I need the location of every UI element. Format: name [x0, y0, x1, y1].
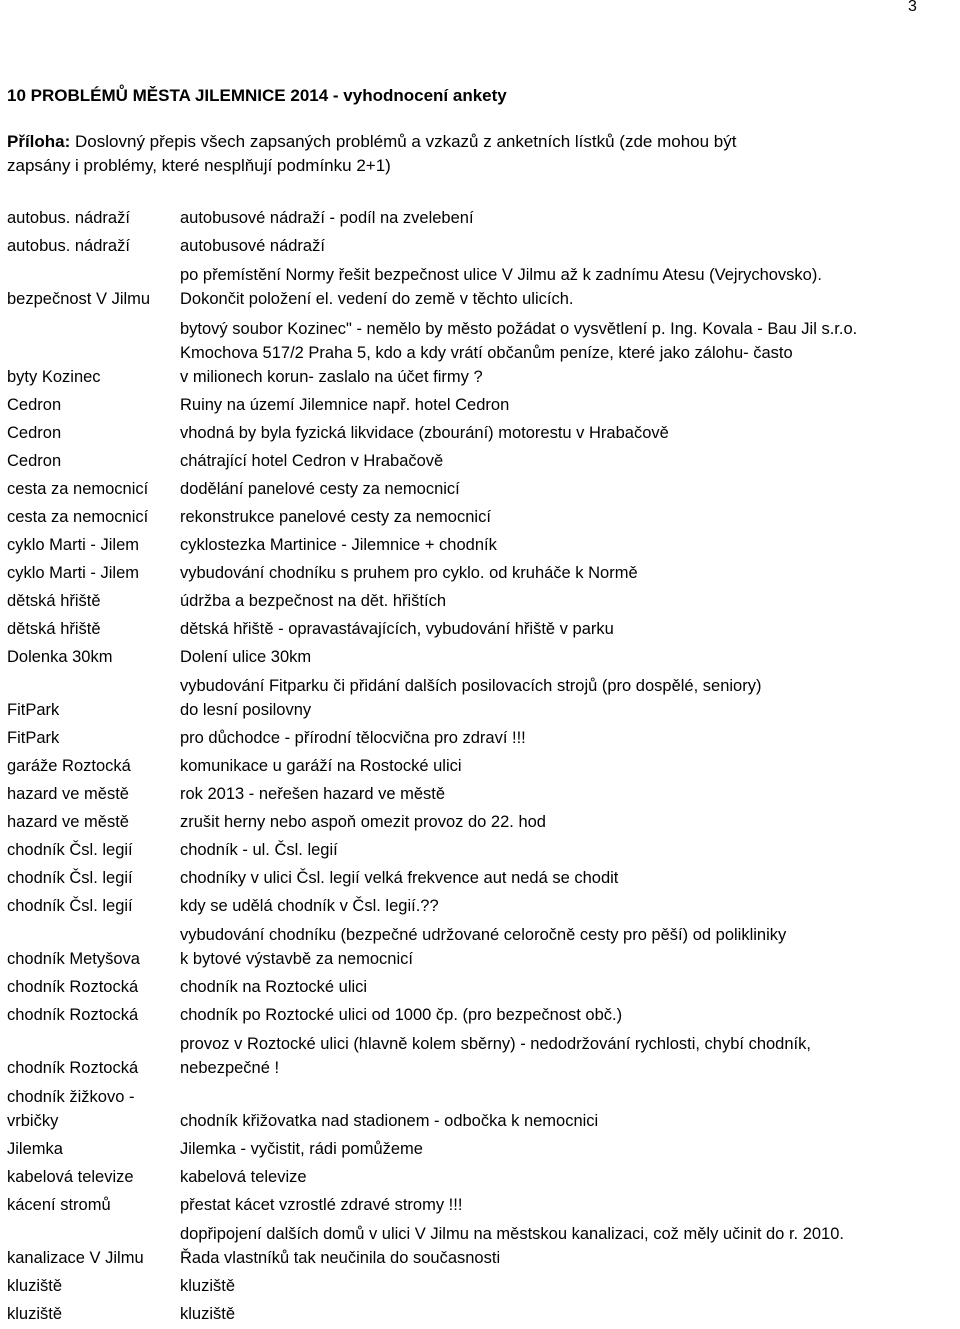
row-comment: dodělání panelové cesty za nemocnicí [180, 480, 460, 498]
row-comment: po přemístění Normy řešit bezpečnost ulice V Jilmu až k zadnímu Atesu (Vejrychovsko). Dokončit položení el. vedení do země v těchto ulicích. [180, 266, 822, 308]
table-row [7, 725, 953, 753]
survey-table [7, 205, 953, 1329]
row-comment: Dolení ulice 30km [180, 648, 312, 666]
table-row [7, 672, 953, 725]
row-topic: Dolenka 30km [7, 648, 113, 666]
table-row [7, 1083, 953, 1136]
row-topic: Jilemka [7, 1140, 63, 1158]
row-topic: autobus. nádraží [7, 209, 130, 227]
row-topic: kluziště [7, 1305, 63, 1323]
row-comment: dopřipojení dalších domů v ulici V Jilmu na městskou kanalizaci, což měly učinit do r. 2010. Řada vlastníků tak neučinila do současnosti [180, 1225, 844, 1267]
table-row [7, 616, 953, 644]
row-topic: chodník Roztocká [7, 1006, 139, 1024]
table-row [7, 865, 953, 893]
row-comment: autobusové nádraží - podíl na zvelebení [180, 209, 474, 227]
row-comment: chodník - ul. Čsl. legií [180, 841, 338, 859]
row-comment: komunikace u garáží na Rostocké ulici [180, 757, 462, 775]
row-topic: kabelová televize [7, 1168, 134, 1186]
row-topic: hazard ve městě [7, 813, 129, 831]
row-comment: provoz v Roztocké ulici (hlavně kolem sběrny) - nedodržování rychlosti, chybí chodník, nebezpečné ! [180, 1035, 811, 1077]
row-comment: vybudování chodníku s pruhem pro cyklo. od kruháče k Normě [180, 564, 638, 582]
row-topic: dětská hřiště [7, 592, 101, 610]
row-topic: garáže Roztocká [7, 757, 131, 775]
row-topic: Cedron [7, 452, 62, 470]
row-comment: cyklostezka Martinice - Jilemnice + chodník [180, 536, 497, 554]
row-topic: chodník Čsl. legií [7, 897, 133, 915]
table-row [7, 781, 953, 809]
row-topic: Cedron [7, 424, 62, 442]
row-topic: dětská hřiště [7, 620, 101, 638]
row-topic: chodník Roztocká [7, 978, 139, 996]
row-comment: dětská hřiště - opravastávajících, vybudování hřiště v parku [180, 620, 614, 638]
row-topic: Cedron [7, 396, 62, 414]
table-row [7, 1192, 953, 1220]
row-topic: kluziště [7, 1277, 63, 1295]
table-row [7, 504, 953, 532]
table-row [7, 1301, 953, 1329]
row-comment: zrušit herny nebo aspoň omezit provoz do 22. hod [180, 813, 546, 831]
document-title: 10 PROBLÉMŮ MĚSTA JILEMNICE 2014 - vyhodnocení ankety [7, 86, 507, 105]
table-row [7, 974, 953, 1002]
table-row [7, 1273, 953, 1301]
table-row [7, 233, 953, 261]
table-row [7, 261, 953, 314]
row-comment: chodník křižovatka nad stadionem - odbočka k nemocnici [180, 1112, 599, 1130]
row-comment: údržba a bezpečnost na dět. hřištích [180, 592, 446, 610]
row-comment: vybudování chodníku (bezpečné udržované celoročně cesty pro pěší) od polikliniky k bytové výstavbě za nemocnicí [180, 926, 787, 968]
table-row [7, 476, 953, 504]
row-comment: chátrající hotel Cedron v Hrabačově [180, 452, 444, 470]
row-topic: cyklo Marti - Jilem [7, 536, 140, 554]
row-comment: rekonstrukce panelové cesty za nemocnicí [180, 508, 491, 526]
row-comment: bytový soubor Kozinec" - nemělo by město požádat o vysvětlení p. Ing. Kovala - Bau Jil s.r.o. Kmochova 517/2 Praha 5, kdo a kdy vrátí občanům peníze, které jako zálohu- často v milionech korun- zaslalo na účet firmy ? [180, 320, 858, 386]
table-row [7, 1002, 953, 1030]
row-topic: kácení stromů [7, 1196, 111, 1214]
row-comment: chodník na Roztocké ulici [180, 978, 368, 996]
row-comment: kabelová televize [180, 1168, 307, 1186]
row-comment: rok 2013 - neřešen hazard ve městě [180, 785, 446, 803]
row-topic: byty Kozinec [7, 368, 101, 386]
row-topic: FitPark [7, 701, 60, 719]
row-comment: chodníky v ulici Čsl. legií velká frekvence aut nedá se chodit [180, 869, 619, 887]
table-row [7, 1220, 953, 1273]
row-topic: FitPark [7, 729, 60, 747]
table-row [7, 837, 953, 865]
row-topic: chodník Čsl. legií [7, 841, 133, 859]
row-comment: Ruiny na území Jilemnice např. hotel Cedron [180, 396, 510, 414]
row-comment: chodník po Roztocké ulici od 1000 čp. (pro bezpečnost obč.) [180, 1006, 623, 1024]
table-row [7, 588, 953, 616]
row-comment: kdy se udělá chodník v Čsl. legií.?? [180, 897, 439, 915]
row-comment: vhodná by byla fyzická likvidace (zbourání) motorestu v Hrabačově [180, 424, 669, 442]
row-topic: hazard ve městě [7, 785, 129, 803]
row-comment: Jilemka - vyčistit, rádi pomůžeme [180, 1140, 423, 1158]
row-topic: cyklo Marti - Jilem [7, 564, 140, 582]
row-topic: chodník Čsl. legií [7, 869, 133, 887]
table-row [7, 893, 953, 921]
table-row [7, 921, 953, 974]
table-row [7, 753, 953, 781]
row-topic: chodník Metyšova [7, 950, 140, 968]
table-row [7, 205, 953, 233]
page-number: 3 [908, 0, 917, 15]
table-row [7, 1164, 953, 1192]
table-row [7, 392, 953, 420]
row-topic: bezpečnost V Jilmu [7, 290, 151, 308]
row-topic: cesta za nemocnicí [7, 480, 149, 498]
table-row [7, 532, 953, 560]
row-comment: kluziště [180, 1305, 236, 1323]
table-row [7, 644, 953, 672]
row-comment: vybudování Fitparku či přidání dalších posilovacích strojů (pro dospělé, seniory) do lesní posilovny [180, 677, 762, 719]
row-topic: cesta za nemocnicí [7, 508, 149, 526]
row-comment: přestat kácet vzrostlé zdravé stromy !!! [180, 1196, 463, 1214]
intro-text: Doslovný přepis všech zapsaných problémů a vzkazů z anketních lístků (zde mohou být zapsány i problémy, které nesplňují podmínku 2+1) [7, 132, 737, 175]
row-topic: kanalizace V Jilmu [7, 1249, 144, 1267]
intro-label: Příloha: [7, 132, 71, 151]
table-row [7, 1136, 953, 1164]
row-topic: autobus. nádraží [7, 237, 130, 255]
table-row [7, 448, 953, 476]
table-row [7, 809, 953, 837]
intro-paragraph [7, 130, 767, 178]
table-row [7, 420, 953, 448]
table-row [7, 560, 953, 588]
row-topic: chodník Roztocká [7, 1059, 139, 1077]
row-comment: autobusové nádraží [180, 237, 325, 255]
table-row [7, 1030, 953, 1083]
row-comment: pro důchodce - přírodní tělocvična pro zdraví !!! [180, 729, 526, 747]
row-topic: chodník žižkovo - vrbičky [7, 1088, 135, 1130]
table-row [7, 314, 953, 392]
row-comment: kluziště [180, 1277, 236, 1295]
